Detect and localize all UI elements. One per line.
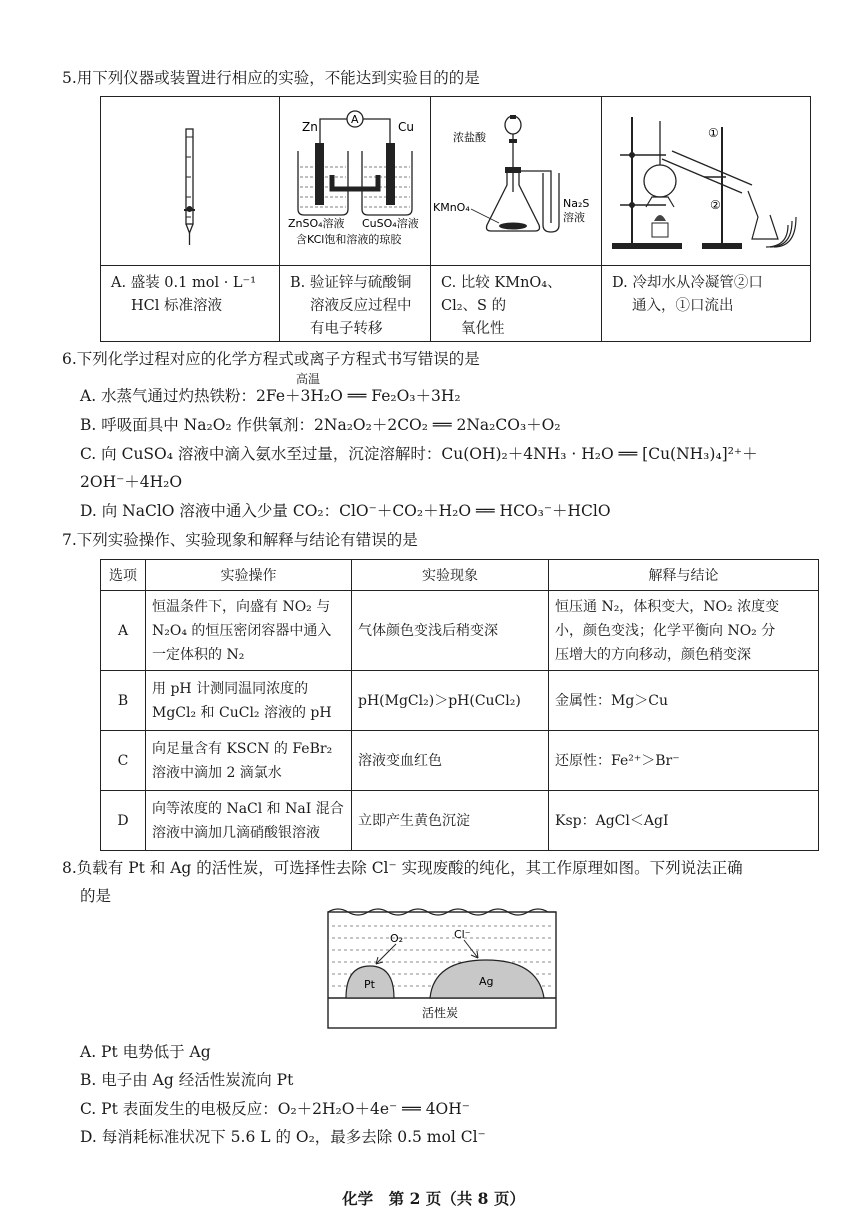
port-2-label: ② — [710, 198, 721, 212]
distillation-figure — [602, 97, 810, 261]
right-solution-label: CuSO₄溶液 — [362, 217, 419, 230]
q7-table — [100, 559, 819, 851]
table-row: C 向足量含有 KSCN 的 FeBr₂ 溶液中滴加 2 滴氯水 溶液变血红色 还原性：Fe²⁺＞Br⁻ — [101, 731, 819, 791]
chlorine-generation-figure — [431, 97, 601, 261]
q8-stem-line1: 8.负载有 Pt 和 Ag 的活性炭，可选择性去除 Cl⁻ 实现废酸的纯化，其工作原理如图。下列说法正确 — [62, 859, 743, 877]
q5-option-b: B. 验证锌与硫酸铜 溶液反应过程中 有电子转移 — [280, 266, 431, 342]
conclusion-cell: 恒压通 N₂，体积变大，NO₂ 浓度变 小，颜色变浅；化学平衡向 NO₂ 分 压增大的方向移动，颜色稍变深 — [549, 591, 819, 671]
col-operation-header: 实验操作 — [146, 560, 352, 591]
q5-stem: 5.用下列仪器或装置进行相应的实验，不能达到实验目的的是 — [62, 69, 480, 87]
ammeter-label: A — [351, 113, 359, 126]
salt-bridge-label: 含KCl饱和溶液的琼胶 — [296, 233, 402, 246]
q5-fig-b — [280, 97, 431, 266]
q5-option-c: C. 比较 KMnO₄、Cl₂、S 的 氧化性 — [431, 266, 602, 342]
pt-label: Pt — [364, 978, 375, 991]
table-row: D 向等浓度的 NaCl 和 NaI 混合 溶液中滴加几滴硝酸银溶液 立即产生黄色沉淀 Ksp：AgCl＜AgI — [101, 791, 819, 851]
cu-electrode — [386, 143, 395, 205]
zn-electrode — [315, 143, 324, 205]
na2s-label: Na₂S — [563, 197, 590, 210]
q5-table — [100, 96, 811, 342]
q8-option-b: B. 电子由 Ag 经活性炭流向 Pt — [80, 1071, 294, 1089]
q6-option-a: A. 水蒸气通过灼热铁粉：2Fe＋3H₂O ══ Fe₂O₃＋3H₂ — [80, 387, 461, 405]
na2s-solution-label: 溶液 — [563, 211, 585, 224]
zn-label: Zn — [302, 120, 318, 134]
left-solution-label: ZnSO₄溶液 — [288, 217, 345, 230]
q6-option-d: D. 向 NaClO 溶液中通入少量 CO₂：ClO⁻＋CO₂＋H₂O ══ HCO₃⁻＋HClO — [80, 502, 611, 520]
cl-label: Cl⁻ — [454, 928, 471, 941]
q8-option-c: C. Pt 表面发生的电极反应：O₂＋2H₂O＋4e⁻ ══ 4OH⁻ — [80, 1100, 470, 1118]
q7-stem: 7.下列实验操作、实验现象和解释与结论有错误的是 — [62, 531, 418, 549]
cu-label: Cu — [398, 120, 414, 134]
kmno4-label: KMnO₄ — [433, 201, 470, 214]
q5-fig-c — [431, 97, 602, 266]
carbon-label: 活性炭 — [422, 1006, 459, 1020]
table-row: A 恒温条件下，向盛有 NO₂ 与 N₂O₄ 的恒压密闭容器中通入 一定体积的 N₂ 气体颜色变浅后稍变深 恒压通 N₂，体积变大，NO₂ 浓度变 小，颜色变浅；化学平衡向 NO₂ 分 压增大的方向移动，颜色稍变深 — [101, 591, 819, 671]
col-conclusion-header: 解释与结论 — [549, 560, 819, 591]
q6-a-condition: 高温 — [296, 372, 321, 386]
galvanic-cell-figure — [280, 97, 430, 261]
q8-option-a: A. Pt 电势低于 Ag — [80, 1043, 211, 1061]
operation-cell: 恒温条件下，向盛有 NO₂ 与 N₂O₄ 的恒压密闭容器中通入 一定体积的 N₂ — [146, 591, 352, 671]
operation-cell: 向足量含有 KSCN 的 FeBr₂ 溶液中滴加 2 滴氯水 — [146, 731, 352, 791]
q8-stem-line2: 的是 — [80, 887, 112, 905]
q8-figure — [326, 904, 558, 1030]
operation-cell: 用 pH 计测同温同浓度的 MgCl₂ 和 CuCl₂ 溶液的 pH — [146, 671, 352, 731]
q8-option-d: D. 每消耗标准状况下 5.6 L 的 O₂，最多去除 0.5 mol Cl⁻ — [80, 1128, 486, 1146]
q6-option-c-line2: 2OH⁻＋4H₂O — [80, 473, 183, 491]
table-row: B 用 pH 计测同温同浓度的 MgCl₂ 和 CuCl₂ 溶液的 pH pH(MgCl₂)＞pH(CuCl₂) 金属性：Mg＞Cu — [101, 671, 819, 731]
operation-cell: 向等浓度的 NaCl 和 NaI 混合 溶液中滴加几滴硝酸银溶液 — [146, 791, 352, 851]
ag-label: Ag — [479, 975, 494, 988]
col-option-header: 选项 — [101, 560, 146, 591]
q6-option-b: B. 呼吸面具中 Na₂O₂ 作供氧剂：2Na₂O₂＋2CO₂ ══ 2Na₂CO₃＋O₂ — [80, 416, 561, 434]
port-1-label: ① — [708, 126, 719, 140]
conc-hcl-label: 浓盐酸 — [453, 131, 486, 144]
q5-fig-a — [101, 97, 280, 266]
page-footer: 化学 第 2 页（共 8 页） — [342, 1189, 525, 1208]
burette-figure — [101, 97, 279, 261]
col-phenomenon-header: 实验现象 — [352, 560, 549, 591]
q5-fig-d — [602, 97, 811, 266]
q5-option-a: A. 盛装 0.1 mol · L⁻¹ HCl 标准溶液 — [101, 266, 280, 342]
o2-label: O₂ — [390, 932, 404, 945]
q6-stem: 6.下列化学过程对应的化学方程式或离子方程式书写错误的是 — [62, 350, 480, 368]
q6-option-c-line1: C. 向 CuSO₄ 溶液中滴入氨水至过量，沉淀溶解时：Cu(OH)₂＋4NH₃ · H₂O ══ [Cu(NH₃)₄]²⁺＋ — [80, 445, 758, 463]
q5-option-d: D. 冷却水从冷凝管②口 通入，①口流出 — [602, 266, 811, 342]
